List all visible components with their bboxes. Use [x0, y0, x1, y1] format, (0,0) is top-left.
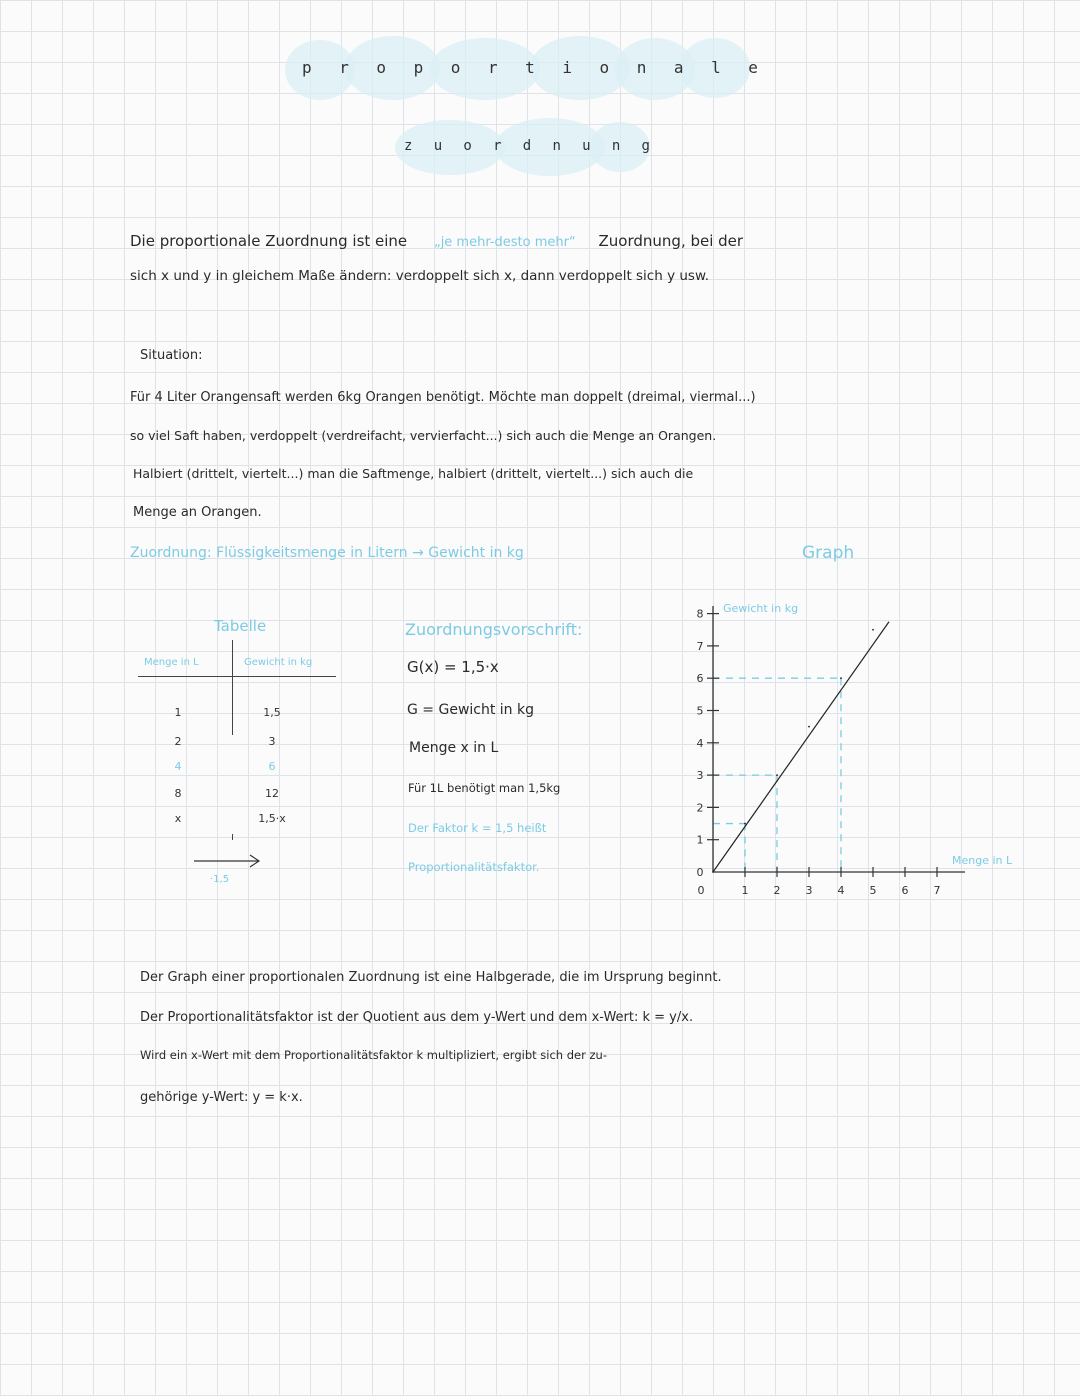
summary-line: Der Proportionalitätsfaktor ist der Quotient aus dem y-Wert und dem x-Wert: k = y/x.	[140, 1010, 694, 1025]
table-cell-menge: 8	[174, 787, 182, 800]
title-letter: o	[450, 58, 461, 77]
y-tick-label: 3	[696, 769, 704, 783]
x-tick-label: 4	[837, 884, 845, 897]
table-header-menge: Menge in L	[144, 657, 199, 668]
table-cell-menge: 4	[174, 760, 182, 773]
x-tick-label: 0	[697, 884, 705, 897]
title-letter: n	[636, 58, 647, 77]
y-tick-label: 4	[696, 736, 704, 750]
y-tick-label: 5	[696, 704, 704, 718]
title-letter: u	[582, 138, 591, 154]
rule-factor-line: Proportionalitätsfaktor.	[408, 860, 540, 874]
data-point	[872, 629, 874, 631]
data-point	[808, 726, 810, 728]
x-tick-label: 5	[869, 884, 877, 897]
table-cell-gewicht: 6	[268, 760, 276, 773]
title-letter: l	[711, 58, 721, 77]
y-tick-label: 2	[696, 801, 704, 815]
rule-factor-line: Der Faktor k = 1,5 heißt	[408, 821, 547, 835]
title-letter: z	[404, 138, 413, 154]
data-point	[744, 823, 746, 825]
highlight-phrase: „je mehr-desto mehr“	[433, 235, 576, 250]
title-letter: p	[302, 58, 312, 77]
table-tick	[232, 834, 233, 840]
rule-line: G = Gewicht in kg	[407, 702, 534, 718]
title-letter: e	[748, 58, 758, 77]
table-cell-gewicht: 1,5	[263, 706, 281, 719]
table-title: Tabelle	[214, 617, 267, 635]
table-cell-gewicht: 12	[265, 787, 279, 800]
situation-line: Menge an Orangen.	[133, 505, 262, 520]
x-tick-label: 6	[901, 884, 909, 897]
data-line	[713, 622, 889, 872]
table-cell-gewicht: 1,5·x	[258, 812, 286, 825]
situation-line: Für 4 Liter Orangensaft werden 6kg Orangen benötigt. Möchte man doppelt (dreimal, viermal...)	[130, 390, 756, 405]
table-cell-gewicht: 3	[268, 735, 276, 748]
title-letter: o	[463, 138, 472, 154]
title-letter: g	[641, 138, 650, 154]
y-axis-label: Gewicht in kg	[723, 602, 799, 615]
y-tick-label: 0	[696, 866, 704, 879]
summary-line: Wird ein x-Wert mit dem Proportionalitätsfaktor k multipliziert, ergibt sich der zu-	[140, 1048, 607, 1062]
x-tick-label: 7	[933, 884, 941, 897]
title-letter: o	[376, 58, 387, 77]
title-letter: n	[552, 138, 561, 154]
y-tick-label: 8	[696, 607, 704, 621]
definition-line2: sich x und y in gleichem Maße ändern: verdoppelt sich x, dann verdoppelt sich y usw.	[130, 268, 710, 284]
rule-formula: G(x) = 1,5·x	[407, 658, 499, 676]
data-point	[840, 677, 842, 679]
title-letter: t	[525, 58, 535, 77]
mapping-label: Zuordnung: Flüssigkeitsmenge in Litern → Gewicht in kg	[130, 545, 524, 561]
data-point	[712, 871, 714, 873]
page-title-line1	[302, 58, 758, 77]
page-title-line2	[404, 138, 650, 154]
definition-line1: Die proportionale Zuordnung ist eine „je mehr-desto mehr“ Zuordnung, bei der	[130, 232, 744, 250]
summary-line: Der Graph einer proportionalen Zuordnung ist eine Halbgerade, die im Ursprung beginnt.	[140, 970, 722, 985]
table-cell-menge: 1	[174, 706, 182, 719]
table-vertical-line	[232, 640, 233, 735]
title-letter: o	[599, 58, 610, 77]
situation-line: Halbiert (drittelt, viertelt...) man die Saftmenge, halbiert (drittelt, viertelt...) sich auch die	[133, 466, 694, 481]
title-letter: n	[611, 138, 621, 154]
y-tick-label: 7	[696, 639, 704, 653]
table-cell-menge: 2	[174, 735, 182, 748]
title-letter: d	[522, 138, 532, 154]
x-tick-label: 3	[805, 884, 813, 897]
rule-line: Menge x in L	[409, 740, 499, 756]
rule-line: Für 1L benötigt man 1,5kg	[408, 781, 561, 795]
table-header-gewicht: Gewicht in kg	[244, 657, 313, 668]
title-letter: r	[339, 58, 349, 77]
table-cell-menge: x	[174, 812, 182, 825]
title-letter: i	[562, 58, 572, 77]
title-letter: u	[433, 138, 443, 154]
x-axis-label: Menge in L	[952, 854, 1013, 867]
title-letter: a	[673, 58, 684, 77]
data-point	[776, 774, 778, 776]
situation-line: so viel Saft haben, verdoppelt (verdreifacht, vervierfacht...) sich auch die Menge an Orangen.	[130, 428, 717, 443]
rule-title: Zuordnungsvorschrift:	[405, 620, 583, 639]
table-horizontal-line	[138, 676, 336, 677]
situation-heading: Situation:	[140, 348, 203, 363]
proportional-graph	[690, 590, 1050, 910]
factor-arrow	[192, 852, 264, 870]
graph-label: Graph	[802, 543, 855, 563]
title-letter: p	[413, 58, 424, 77]
x-tick-label: 2	[773, 884, 781, 897]
y-tick-label: 1	[696, 833, 704, 847]
title-letter: r	[493, 138, 502, 154]
title-letter: r	[487, 58, 498, 77]
y-tick-label: 6	[696, 672, 704, 686]
summary-line: gehörige y-Wert: y = k·x.	[140, 1090, 303, 1105]
x-tick-label: 1	[741, 884, 749, 897]
factor-arrow-label: ·1,5	[210, 874, 230, 885]
